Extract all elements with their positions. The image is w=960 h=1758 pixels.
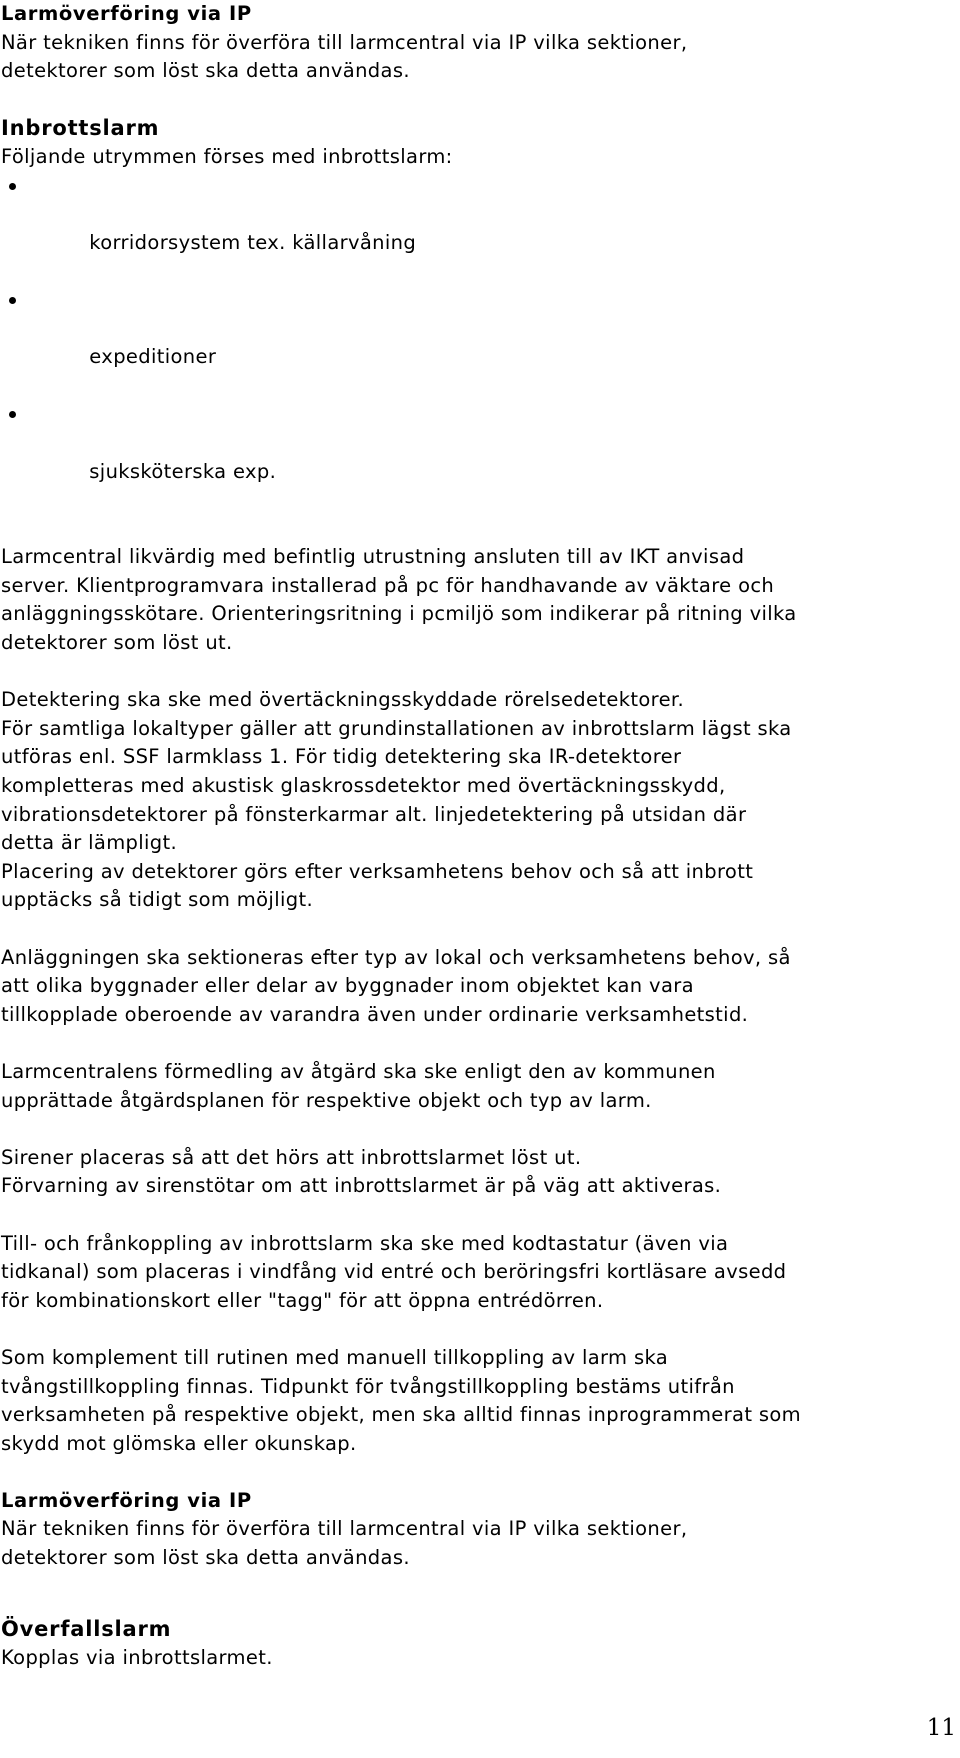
paragraph-tvangstillkoppling bbox=[1, 1344, 941, 1458]
bullet-icon bbox=[9, 183, 16, 190]
paragraph-line: Till- och frånkoppling av inbrottslarm ska ske med kodtastatur (även via bbox=[1, 1231, 729, 1255]
paragraph-line: detta är lämpligt. bbox=[1, 831, 178, 855]
paragraph-larmcentral bbox=[1, 543, 941, 657]
spacer bbox=[1, 1315, 941, 1344]
paragraph-line: upptäcks så tidigt som möjligt. bbox=[1, 888, 314, 912]
list-item-text: sjuksköterska exp. bbox=[89, 459, 277, 483]
list-item-text: expeditioner bbox=[89, 345, 217, 369]
bullet-list bbox=[1, 172, 941, 515]
paragraph-line: server. Klientprogramvara installerad på pc för handhavande av väktare och bbox=[1, 573, 775, 597]
section-heading-inbrottslarm: Inbrottslarm bbox=[1, 116, 160, 141]
paragraph-line: tidkanal) som placeras i vindfång vid entré och beröringsfri kortläsare avsedd bbox=[1, 1260, 787, 1284]
paragraph-sektionering bbox=[1, 944, 941, 1030]
paragraph-line: utföras enl. SSF larmklass 1. För tidig detektering ska IR-detektorer bbox=[1, 745, 682, 769]
paragraph-line: för kombinationskort eller "tagg" för att öppna entrédörren. bbox=[1, 1288, 604, 1312]
intro-line: Följande utrymmen förses med inbrottslarm: bbox=[1, 144, 453, 168]
spacer bbox=[1, 658, 941, 687]
paragraph-detektering bbox=[1, 686, 941, 915]
paragraph-tillkoppling bbox=[1, 1230, 941, 1316]
spacer bbox=[1, 1573, 941, 1602]
bullet-icon bbox=[9, 411, 16, 418]
list-item bbox=[1, 286, 941, 400]
paragraph-line: Larmcentralens förmedling av åtgärd ska ske enligt den av kommunen bbox=[1, 1059, 716, 1083]
list-item bbox=[1, 172, 941, 286]
paragraph-line: detektorer som löst ska detta användas. bbox=[1, 59, 410, 83]
paragraph-line: att olika byggnader eller delar av byggnader inom objektet kan vara bbox=[1, 974, 694, 998]
paragraph-line: tillkopplade oberoende av varandra även under ordinarie verksamhetstid. bbox=[1, 1002, 749, 1026]
spacer bbox=[1, 86, 941, 115]
spacer bbox=[1, 1601, 941, 1615]
spacer bbox=[1, 915, 941, 944]
paragraph-line: detektorer som löst ska detta användas. bbox=[1, 1546, 410, 1570]
paragraph-line: Som komplement till rutinen med manuell tillkoppling av larm ska bbox=[1, 1345, 669, 1369]
spacer bbox=[1, 1115, 941, 1144]
paragraph-sirener bbox=[1, 1144, 941, 1201]
paragraph-line: verksamheten på respektive objekt, men ska alltid finnas inprogrammerat som bbox=[1, 1403, 801, 1427]
paragraph-line: Anläggningen ska sektioneras efter typ av lokal och verksamhetens behov, så bbox=[1, 945, 791, 969]
list-item-text: korridorsystem tex. källarvåning bbox=[89, 230, 417, 254]
paragraph-line: skydd mot glömska eller okunskap. bbox=[1, 1431, 357, 1455]
paragraph-line: vibrationsdetektorer på fönsterkarmar alt. linjedetektering på utsidan där bbox=[1, 802, 747, 826]
paragraph-line: Förvarning av sirenstötar om att inbrottslarmet är på väg att aktiveras. bbox=[1, 1174, 722, 1198]
paragraph-line: Sirener placeras så att det hörs att inbrottslarmet löst ut. bbox=[1, 1145, 582, 1169]
paragraph-formedling bbox=[1, 1058, 941, 1115]
paragraph-line: Larmcentral likvärdig med befintlig utrustning ansluten till av IKT anvisad bbox=[1, 545, 745, 569]
paragraph-line: När tekniken finns för överföra till larmcentral via IP vilka sektioner, bbox=[1, 30, 688, 54]
paragraph-line: Detektering ska ske med övertäckningsskyddade rörelsedetektorer. bbox=[1, 688, 685, 712]
section-heading-ip-bottom: Larmöverföring via IP bbox=[1, 1488, 252, 1512]
spacer bbox=[1, 1029, 941, 1058]
spacer bbox=[1, 1201, 941, 1230]
paragraph-line: tvångstillkoppling finnas. Tidpunkt för tvångstillkoppling bestäms utifrån bbox=[1, 1374, 735, 1398]
list-item bbox=[1, 400, 941, 514]
paragraph-line: När tekniken finns för överföra till larmcentral via IP vilka sektioner, bbox=[1, 1517, 688, 1541]
paragraph-line: upprättade åtgärdsplanen för respektive objekt och typ av larm. bbox=[1, 1088, 652, 1112]
page-number: 11 bbox=[926, 1715, 956, 1741]
spacer bbox=[1, 515, 941, 544]
spacer bbox=[1, 1458, 941, 1487]
section-heading-overfallslarm: Överfallslarm bbox=[1, 1617, 172, 1642]
paragraph-line: kompletteras med akustisk glaskrossdetektor med övertäckningsskydd, bbox=[1, 774, 726, 798]
paragraph-line: anläggningsskötare. Orienteringsritning i pcmiljö som indikerar på ritning vilka bbox=[1, 602, 797, 626]
paragraph-line: detektorer som löst ut. bbox=[1, 631, 233, 655]
paragraph-line: Placering av detektorer görs efter verksamhetens behov och så att inbrott bbox=[1, 859, 754, 883]
paragraph-line: Kopplas via inbrottslarmet. bbox=[1, 1645, 273, 1669]
section-heading-ip-top: Larmöverföring via IP bbox=[1, 2, 252, 25]
bullet-icon bbox=[9, 297, 16, 304]
paragraph-line: För samtliga lokaltyper gäller att grundinstallationen av inbrottslarm lägst ska bbox=[1, 716, 792, 740]
